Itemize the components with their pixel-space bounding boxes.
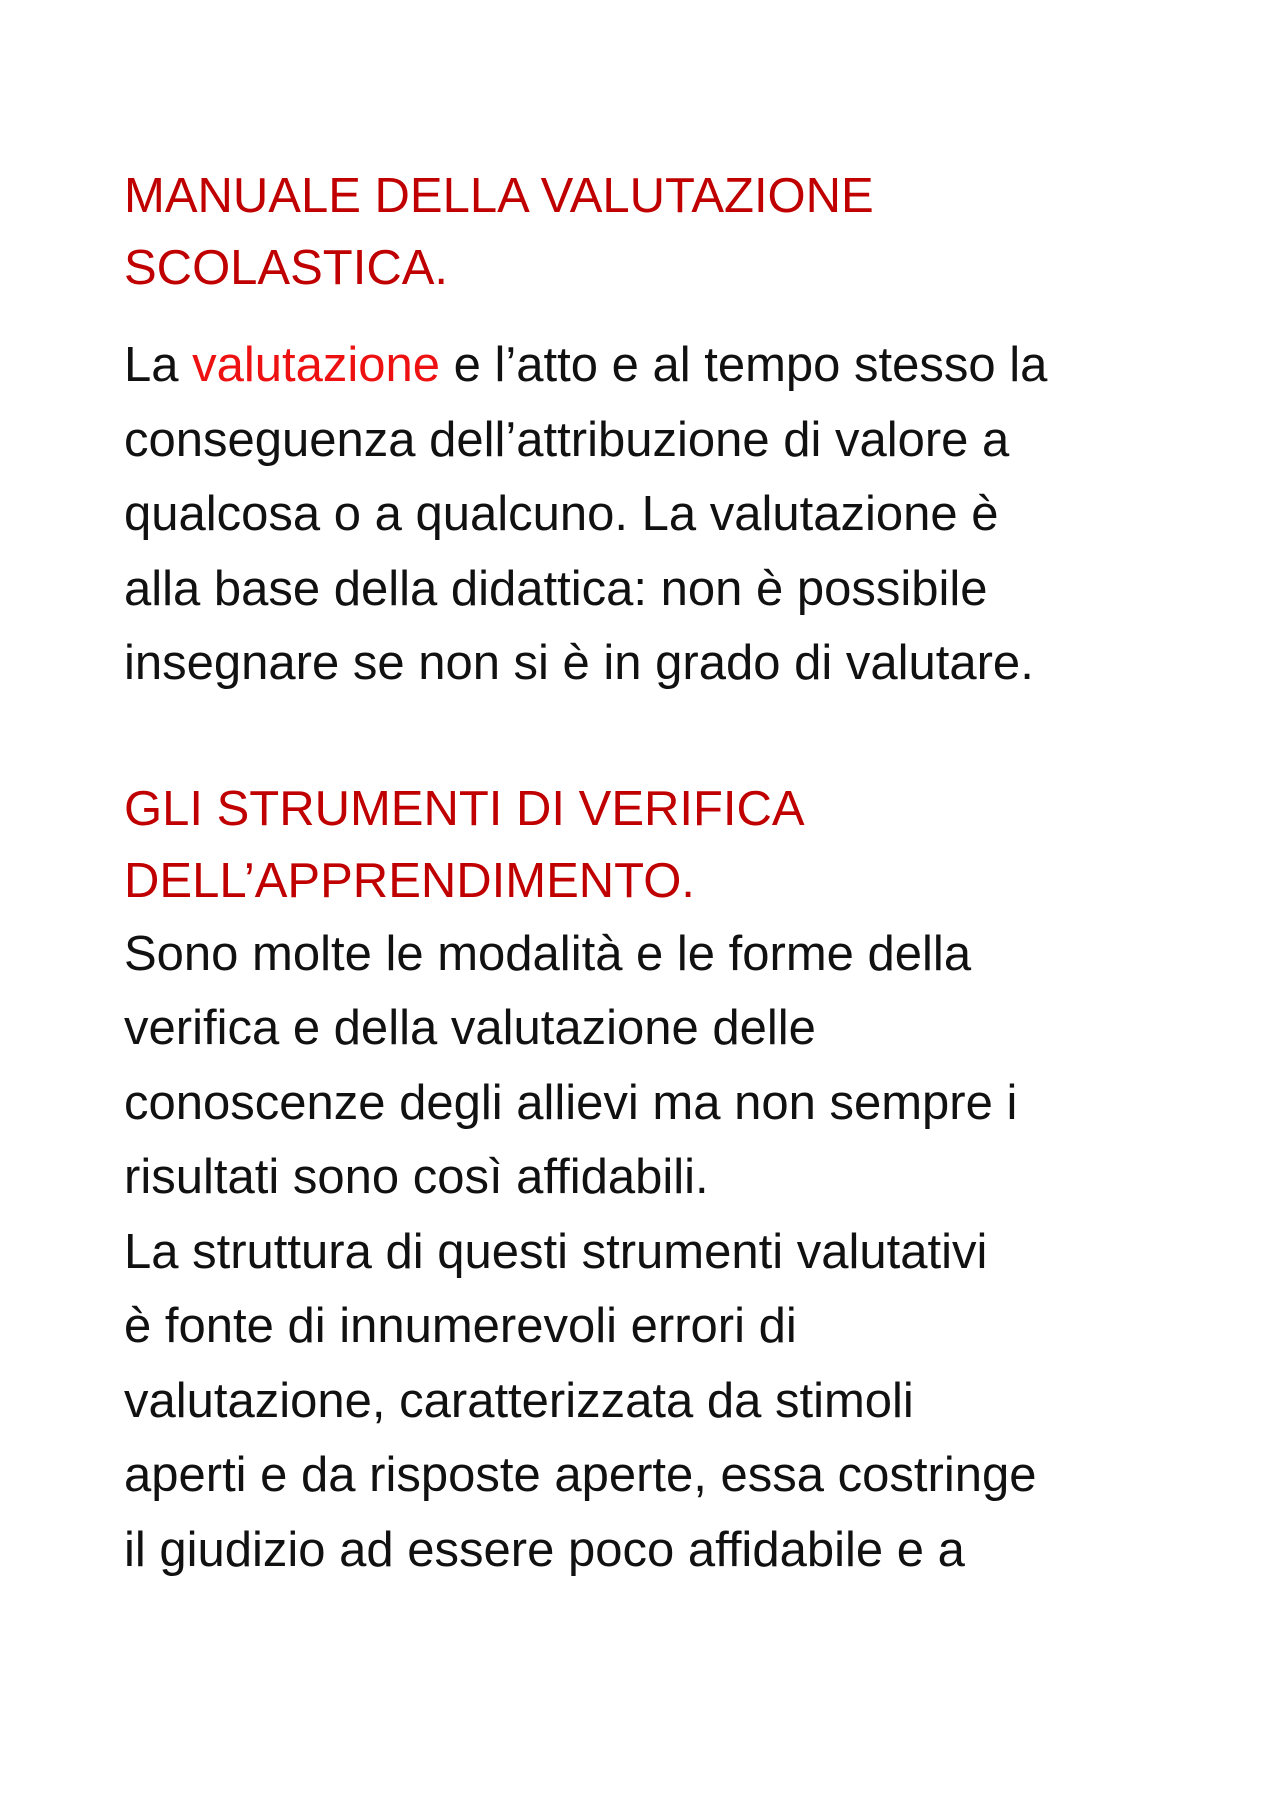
paragraph-line <box>124 328 1184 403</box>
spacer <box>124 304 1184 328</box>
paragraph-line: La struttura di questi strumenti valutativi <box>124 1224 988 1279</box>
section-heading-strumenti <box>124 773 1184 917</box>
heading-line: DELL’APPRENDIMENTO. <box>124 853 695 908</box>
paragraph-line: insegnare se non si è in grado di valutare. <box>124 636 1034 690</box>
heading-line: GLI STRUMENTI DI VERIFICA <box>124 781 805 836</box>
spacer <box>124 701 1184 773</box>
paragraph-line: valutazione, caratterizzata da stimoli <box>124 1373 914 1428</box>
paragraph-line: conseguenza dell’attribuzione di valore a <box>124 412 1010 467</box>
paragraph-line: qualcosa o a qualcuno. La valutazione è <box>124 487 999 541</box>
paragraph-line: verifica e della valutazione delle <box>124 1001 816 1055</box>
paragraph-line: Sono molte le modalità e le forme della <box>124 926 972 981</box>
heading-line: MANUALE DELLA VALUTAZIONE <box>124 169 874 223</box>
document-content <box>124 160 1184 1587</box>
paragraph-line: alla base della didattica: non è possibile <box>124 561 988 616</box>
paragraph-strumenti <box>124 917 1184 1588</box>
paragraph-line: il giudizio ad essere poco affidabile e a <box>124 1522 965 1577</box>
paragraph-line: aperti e da risposte aperte, essa costringe <box>124 1448 1037 1502</box>
heading-line: SCOLASTICA. <box>124 241 449 295</box>
paragraph-line: è fonte di innumerevoli errori di <box>124 1299 797 1353</box>
paragraph-definition <box>124 328 1184 701</box>
paragraph-rest: e l’atto e al tempo stesso la <box>440 338 1048 392</box>
paragraph-line: conoscenze degli allievi ma non sempre i <box>124 1075 1018 1130</box>
section-heading-valutazione <box>124 160 1184 304</box>
paragraph-line: risultati sono così affidabili. <box>124 1150 709 1204</box>
highlighted-term: valutazione <box>192 338 441 392</box>
paragraph-lead: La <box>124 338 193 392</box>
